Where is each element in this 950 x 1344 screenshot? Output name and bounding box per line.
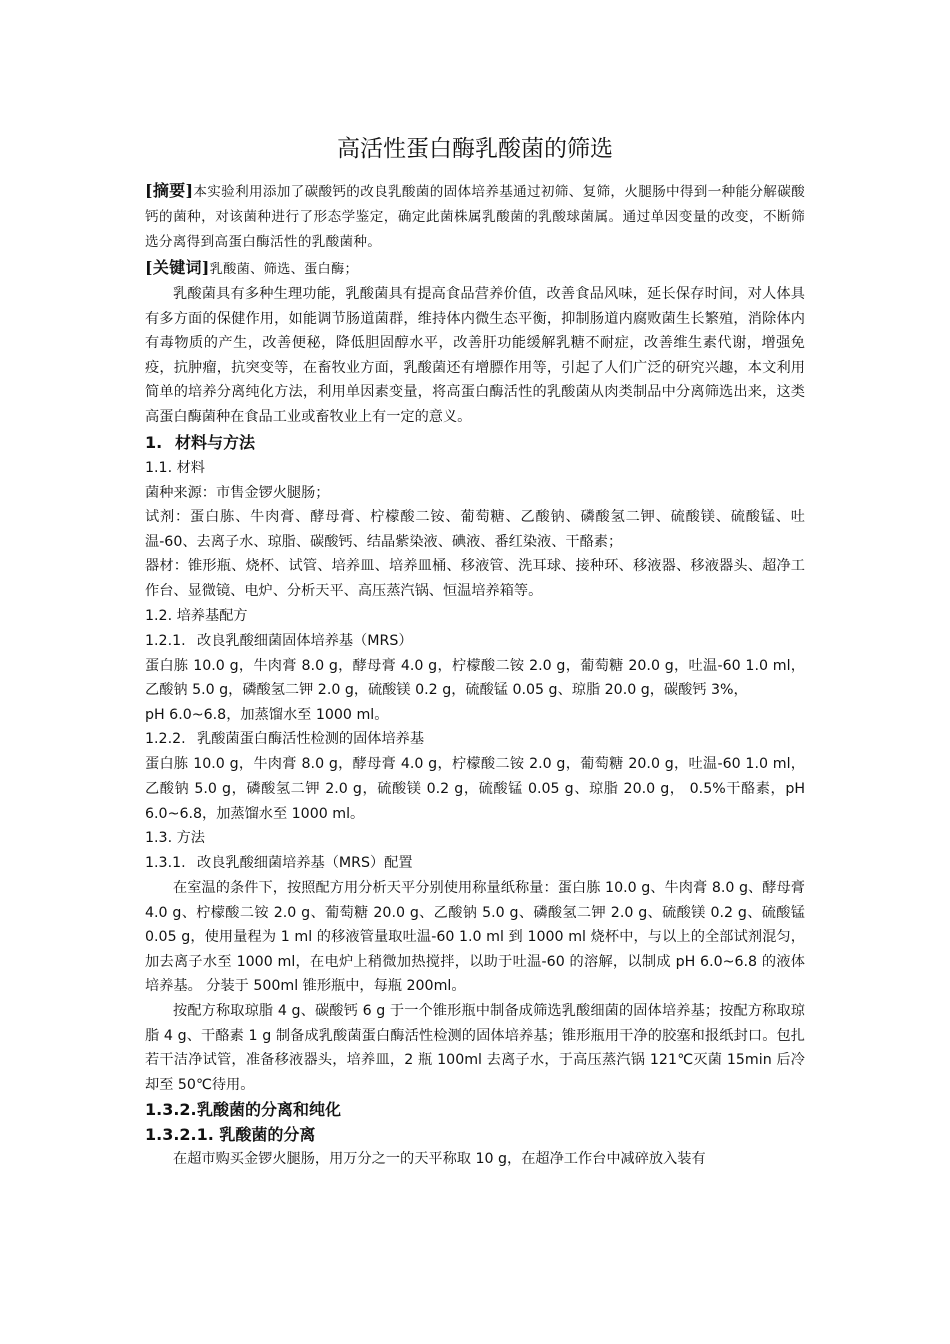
abstract <box>145 178 805 255</box>
mrs-recipe-ph: pH 6.0~6.8，加蒸馏水至 1000 ml。 <box>145 706 389 723</box>
mrs-recipe: 蛋白胨 10.0 g，牛肉膏 8.0 g，酵母膏 4.0 g，柠檬酸二铵 2.0 g，葡萄糖 20.0 g，吐温-60 1.0 ml，乙酸钠 5.0 g，磷酸氢二钾 2.0 g，硫酸镁 0.2 g，硫酸锰 0.05 g、琼脂 20.0 g，碳酸钙 3%， <box>145 657 805 699</box>
heading-1-2-2: 1.2.2. 乳酸菌蛋白酶活性检测的固体培养基 <box>145 731 425 748</box>
intro-paragraph: 乳酸菌具有多种生理功能，乳酸菌具有提高食品营养价值，改善食品风味，延长保存时间，对人体具有多方面的保健作用，如能调节肠道菌群，维持体内微生态平衡，抑制肠道内腐败菌生长繁殖，消除体内有毒物质的产生，改善便秘，降低胆固醇水平，改善肝功能缓解乳糖不耐症，改善维生素代谢，增强免疫，抗肿瘤，抗突变等，在畜牧业方面，乳酸菌还有增膘作用等，引起了人们广泛的研究兴趣，本文利用简单的培养分离纯化方法，利用单因素变量，将高蛋白酶活性的乳酸菌从肉类制品中分离筛选出来，这类高蛋白酶菌种在食品工业或畜牧业上有一定的意义。 <box>145 286 805 425</box>
keywords <box>145 255 805 282</box>
reagents-list: 试剂：蛋白胨、牛肉膏、酵母膏、柠檬酸二铵、葡萄糖、乙酸钠、磷酸氢二钾、硫酸镁、硫酸锰、吐温-60、去离子水、琼脂、碳酸钙、结晶紫染液、碘液、番红染液、干酪素； <box>145 509 805 550</box>
keywords-text: 乳酸菌、筛选、蛋白酶； <box>209 262 359 277</box>
keywords-label: [关键词] <box>145 258 210 277</box>
paper-title: 高活性蛋白酶乳酸菌的筛选 <box>337 136 613 162</box>
method-paragraph-1: 在室温的条件下，按照配方用分析天平分别使用称量纸称量：蛋白胨 10.0 g、牛肉膏 8.0 g、酵母膏 4.0 g、柠檬酸二铵 2.0 g、葡萄糖 20.0 g、乙酸钠 5.0 g、磷酸氢二钾 2.0 g、硫酸镁 0.2 g、硫酸锰 0.05 g，使用量程为 1 ml 的移液管量取吐温-60 1.0 ml 到 1000 ml 烧杯中，与以上的全部试剂混匀，加去离子水至 1000 ml，在电炉上稍微加热搅拌，以助于吐温-60 的溶解，以制成 pH 6.0~6.8 的液体培养基。 分装于 500ml 锥形瓶中，每瓶 200ml。 <box>145 880 805 995</box>
heading-1-2-1: 1.2.1. 改良乳酸细菌固体培养基（MRS） <box>145 632 413 649</box>
strain-source: 菌种来源：市售金锣火腿肠； <box>145 484 330 501</box>
abstract-text: 本实验利用添加了碳酸钙的改良乳酸菌的固体培养基通过初筛、复筛，火腿肠中得到一种能分解碳酸钙的菌种，对该菌种进行了形态学鉴定，确定此菌株属乳酸菌的乳酸球菌属。通过单因变量的改变，不断筛选分离得到高蛋白酶活性的乳酸菌种。 <box>145 184 806 250</box>
document-page <box>145 132 805 1172</box>
heading-1-3-1: 1.3.1. 改良乳酸细菌培养基（MRS）配置 <box>145 855 413 872</box>
method-paragraph-3: 在超市购买金锣火腿肠，用万分之一的天平称取 10 g，在超净工作台中减碎放入装有 <box>173 1151 706 1168</box>
heading-1-2: 1.2. 培养基配方 <box>145 607 248 624</box>
heading-1-3: 1.3. 方法 <box>145 830 205 847</box>
method-paragraph-2: 按配方称取琼脂 4 g、碳酸钙 6 g 于一个锥形瓶中制备成筛选乳酸细菌的固体培养基；按配方称取琼脂 4 g、干酪素 1 g 制备成乳酸菌蛋白酶活性检测的固体培养基；锥形瓶用干净的胶塞和报纸封口。包扎若干洁净试管，准备移液器头，培养皿，2 瓶 100ml 去离子水，于高压蒸汽锅 121℃灭菌 15min 后冷却至 50℃待用。 <box>145 1003 805 1093</box>
abstract-label: [摘要] <box>145 181 194 200</box>
section-heading-1: 1. 材料与方法 <box>145 432 256 452</box>
equipment-list: 器材：锥形瓶、烧杯、试管、培养皿、培养皿桶、移液管、洗耳球、接种环、移液器、移液器头、超净工作台、显微镜、电炉、分析天平、高压蒸汽锅、恒温培养箱等。 <box>145 558 805 599</box>
heading-1-1: 1.1. 材料 <box>145 459 205 476</box>
heading-1-3-2: 1.3.2.乳酸菌的分离和纯化 <box>145 1100 342 1120</box>
heading-1-3-2-1: 1.3.2.1. 乳酸菌的分离 <box>145 1125 316 1145</box>
protease-medium-recipe: 蛋白胨 10.0 g，牛肉膏 8.0 g，酵母膏 4.0 g，柠檬酸二铵 2.0 g，葡萄糖 20.0 g，吐温-60 1.0 ml，乙酸钠 5.0 g，磷酸氢二钾 2.0 g，硫酸镁 0.2 g，硫酸锰 0.05 g、琼脂 20.0 g， 0.5%干酪素，pH 6.0~6.8，加蒸馏水至 1000 ml。 <box>145 756 805 822</box>
